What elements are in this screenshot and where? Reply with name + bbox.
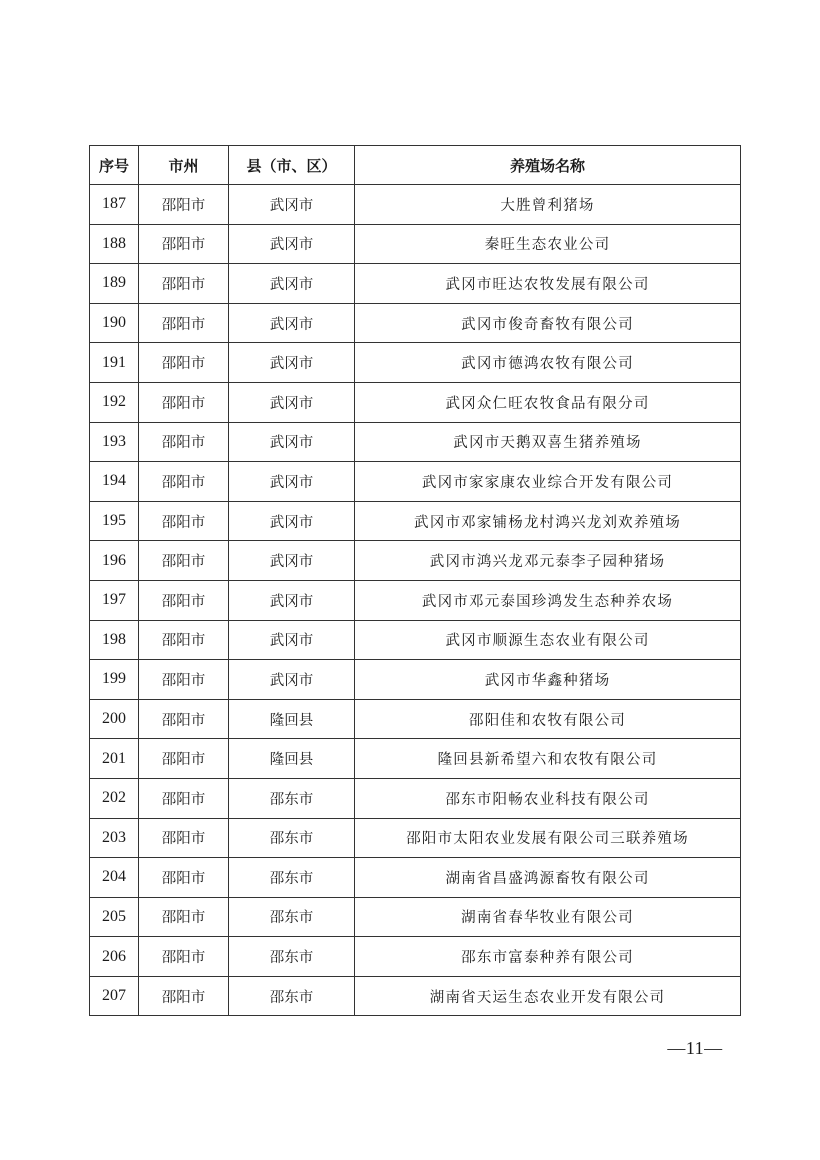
cell-farm-name: 武冈众仁旺农牧食品有限分司 [355,382,741,422]
table-row [90,224,741,264]
cell-city: 邵阳市 [139,897,229,937]
table-row [90,185,741,225]
cell-serial-number: 192 [90,382,139,422]
cell-county: 邵东市 [229,818,355,858]
cell-serial-number: 202 [90,778,139,818]
table-row [90,778,741,818]
cell-farm-name: 武冈市天鹅双喜生猪养殖场 [355,422,741,462]
table-row [90,422,741,462]
cell-county: 武冈市 [229,343,355,383]
farm-list-table [89,145,741,1016]
header-city: 市州 [139,146,229,185]
cell-county: 武冈市 [229,620,355,660]
cell-city: 邵阳市 [139,858,229,898]
table-header-row [90,146,741,185]
cell-serial-number: 194 [90,462,139,502]
header-serial-number: 序号 [90,146,139,185]
cell-city: 邵阳市 [139,976,229,1016]
table-row [90,818,741,858]
cell-farm-name: 武冈市华鑫种猪场 [355,660,741,700]
cell-county: 武冈市 [229,264,355,304]
cell-city: 邵阳市 [139,501,229,541]
table-row [90,580,741,620]
cell-city: 邵阳市 [139,620,229,660]
cell-city: 邵阳市 [139,422,229,462]
cell-farm-name: 武冈市家家康农业综合开发有限公司 [355,462,741,502]
cell-serial-number: 204 [90,858,139,898]
cell-county: 武冈市 [229,382,355,422]
cell-county: 武冈市 [229,660,355,700]
cell-serial-number: 196 [90,541,139,581]
cell-city: 邵阳市 [139,739,229,779]
cell-city: 邵阳市 [139,382,229,422]
cell-serial-number: 195 [90,501,139,541]
cell-serial-number: 191 [90,343,139,383]
cell-county: 武冈市 [229,580,355,620]
table-body [90,185,741,1016]
cell-city: 邵阳市 [139,580,229,620]
cell-county: 邵东市 [229,897,355,937]
cell-county: 武冈市 [229,462,355,502]
cell-county: 隆回县 [229,739,355,779]
table-row [90,620,741,660]
cell-county: 邵东市 [229,937,355,977]
cell-farm-name: 武冈市俊奇畜牧有限公司 [355,303,741,343]
table-row [90,699,741,739]
table-row [90,897,741,937]
cell-farm-name: 邵阳市太阳农业发展有限公司三联养殖场 [355,818,741,858]
cell-farm-name: 大胜曾利猪场 [355,185,741,225]
cell-serial-number: 198 [90,620,139,660]
cell-city: 邵阳市 [139,185,229,225]
cell-county: 武冈市 [229,541,355,581]
table-row [90,739,741,779]
cell-county: 武冈市 [229,422,355,462]
table-row [90,858,741,898]
header-farm-name: 养殖场名称 [355,146,741,185]
cell-farm-name: 秦旺生态农业公司 [355,224,741,264]
cell-city: 邵阳市 [139,660,229,700]
cell-farm-name: 邵阳佳和农牧有限公司 [355,699,741,739]
table-row [90,937,741,977]
cell-county: 邵东市 [229,858,355,898]
cell-farm-name: 武冈市鸿兴龙邓元泰李子园种猪场 [355,541,741,581]
header-county: 县（市、区） [229,146,355,185]
table-row [90,501,741,541]
table-row [90,660,741,700]
cell-city: 邵阳市 [139,224,229,264]
table-row [90,264,741,304]
cell-city: 邵阳市 [139,937,229,977]
cell-serial-number: 205 [90,897,139,937]
cell-county: 武冈市 [229,303,355,343]
cell-serial-number: 193 [90,422,139,462]
cell-city: 邵阳市 [139,699,229,739]
table-row [90,303,741,343]
cell-county: 邵东市 [229,778,355,818]
cell-farm-name: 邵东市阳畅农业科技有限公司 [355,778,741,818]
cell-serial-number: 188 [90,224,139,264]
table-row [90,462,741,502]
cell-city: 邵阳市 [139,264,229,304]
cell-farm-name: 湖南省春华牧业有限公司 [355,897,741,937]
page-number: —11— [667,1038,723,1058]
cell-serial-number: 197 [90,580,139,620]
cell-serial-number: 200 [90,699,139,739]
table-row [90,382,741,422]
cell-farm-name: 武冈市顺源生态农业有限公司 [355,620,741,660]
cell-city: 邵阳市 [139,818,229,858]
cell-city: 邵阳市 [139,462,229,502]
cell-city: 邵阳市 [139,303,229,343]
cell-farm-name: 武冈市德鸿农牧有限公司 [355,343,741,383]
cell-county: 武冈市 [229,185,355,225]
cell-serial-number: 190 [90,303,139,343]
cell-farm-name: 武冈市邓元泰国珍鸿发生态种养农场 [355,580,741,620]
cell-farm-name: 隆回县新希望六和农牧有限公司 [355,739,741,779]
cell-city: 邵阳市 [139,541,229,581]
table-row [90,976,741,1016]
cell-farm-name: 武冈市邓家铺杨龙村鸿兴龙刘欢养殖场 [355,501,741,541]
cell-serial-number: 189 [90,264,139,304]
table-row [90,343,741,383]
cell-serial-number: 199 [90,660,139,700]
cell-serial-number: 187 [90,185,139,225]
cell-farm-name: 邵东市富泰种养有限公司 [355,937,741,977]
cell-farm-name: 湖南省昌盛鸿源畜牧有限公司 [355,858,741,898]
cell-city: 邵阳市 [139,343,229,383]
cell-serial-number: 201 [90,739,139,779]
cell-serial-number: 206 [90,937,139,977]
table-row [90,541,741,581]
cell-county: 邵东市 [229,976,355,1016]
cell-county: 隆回县 [229,699,355,739]
cell-serial-number: 207 [90,976,139,1016]
cell-serial-number: 203 [90,818,139,858]
cell-farm-name: 湖南省天运生态农业开发有限公司 [355,976,741,1016]
cell-city: 邵阳市 [139,778,229,818]
cell-county: 武冈市 [229,224,355,264]
cell-farm-name: 武冈市旺达农牧发展有限公司 [355,264,741,304]
cell-county: 武冈市 [229,501,355,541]
